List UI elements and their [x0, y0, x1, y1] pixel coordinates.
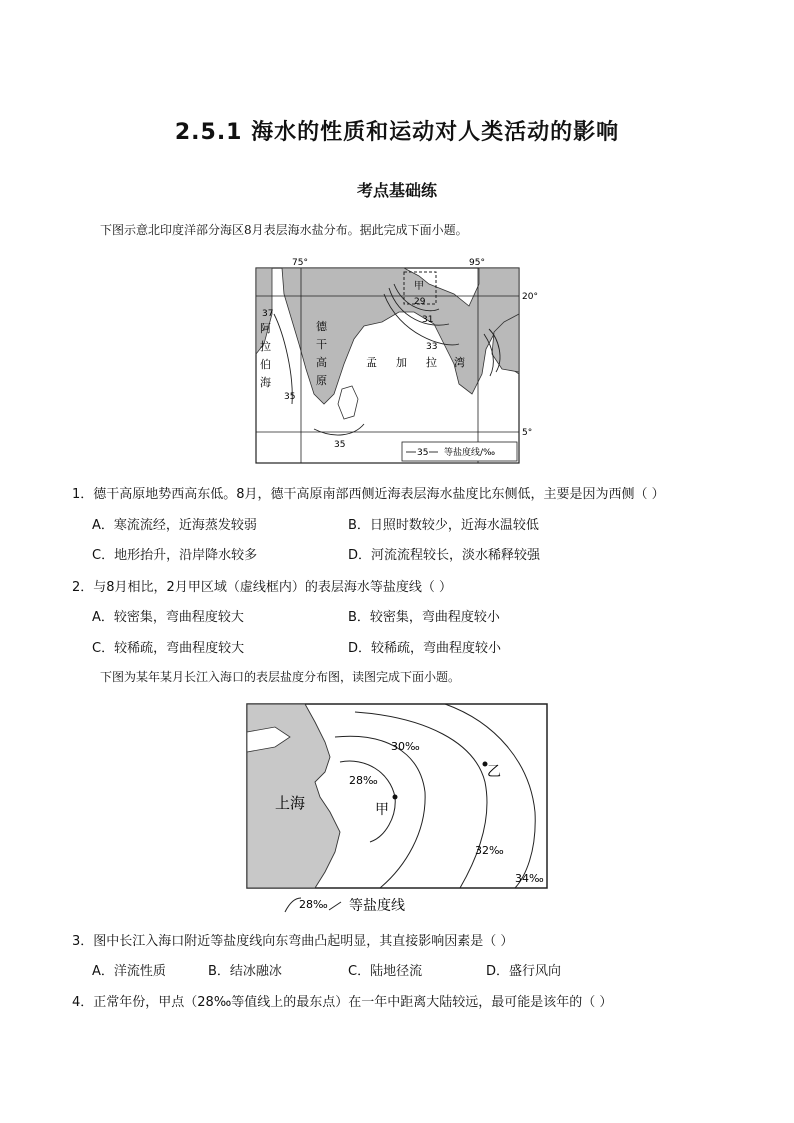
question-3-option-c[interactable]: C．陆地径流	[348, 964, 423, 979]
question-2-option-b[interactable]: B．较密集，弯曲程度较小	[348, 610, 500, 625]
question-3-option-b[interactable]: B．结冰融冰	[208, 964, 282, 979]
label-iso-35-west: 35	[284, 392, 296, 402]
question-3-stem: 3．图中长江入海口附近等盐度线向东弯曲凸起明显，其直接影响因素是（ ）	[72, 934, 514, 949]
point-jia-marker	[393, 795, 398, 800]
label-shanghai: 上海	[275, 794, 306, 812]
question-3-option-d[interactable]: D．盛行风向	[486, 964, 562, 979]
label-point-jia: 甲	[375, 802, 389, 818]
label-lat-20: 20°	[522, 292, 538, 302]
label-arabian-2: 拉	[260, 340, 271, 353]
label-bengal-1: 孟	[366, 356, 377, 369]
question-3-option-a[interactable]: A．洋流性质	[92, 964, 166, 979]
label-arabian-4: 海	[260, 376, 271, 389]
question-1-option-b[interactable]: B．日照时数较少，近海水温较低	[348, 518, 539, 533]
page-title: 2.5.1 海水的性质和运动对人类活动的影响	[174, 120, 620, 145]
label-iso-34: 34‰	[515, 872, 544, 885]
label-bengal-4: 湾	[454, 356, 465, 369]
label-deccan-3: 高	[316, 356, 327, 369]
label-bengal-3: 拉	[426, 356, 437, 369]
label-iso-32: 32‰	[475, 844, 504, 857]
legend-value-35: 35	[417, 448, 429, 458]
label-iso-29: 29	[414, 297, 426, 307]
label-lon-95: 95°	[469, 258, 485, 268]
label-lon-75: 75°	[292, 258, 308, 268]
salinity-map-yangtze-estuary	[245, 702, 550, 914]
label-zone-jia: 甲	[414, 281, 424, 292]
salinity-map-north-indian-ocean	[254, 254, 544, 466]
question-1-option-d[interactable]: D．河流流程较长，淡水稀释较强	[348, 548, 541, 563]
label-bengal-2: 加	[396, 356, 407, 369]
label-iso-30: 30‰	[391, 740, 420, 753]
label-iso-35-south: 35	[334, 440, 346, 450]
legend-value-28: 28‰	[299, 898, 328, 911]
label-iso-33: 33	[426, 342, 438, 352]
intro-text-1: 下图示意北印度洋部分海区8月表层海水盐分布。据此完成下面小题。	[100, 223, 468, 237]
intro-text-2: 下图为某年某月长江入海口的表层盐度分布图，读图完成下面小题。	[100, 670, 461, 684]
question-2-option-c[interactable]: C．较稀疏，弯曲程度较大	[92, 641, 245, 656]
question-2-option-a[interactable]: A．较密集，弯曲程度较大	[92, 610, 244, 625]
label-iso-28: 28‰	[349, 774, 378, 787]
question-2-option-d[interactable]: D．较稀疏，弯曲程度较小	[348, 641, 502, 656]
label-deccan-1: 德	[316, 320, 327, 333]
question-1-option-a[interactable]: A．寒流流经，近海蒸发较弱	[92, 518, 257, 533]
question-2-stem: 2．与8月相比，2月甲区域（虚线框内）的表层海水等盐度线（ ）	[72, 580, 452, 595]
label-iso-31: 31	[422, 315, 434, 325]
label-deccan-4: 原	[316, 374, 327, 387]
legend-text-map2: 等盐度线	[349, 898, 405, 914]
question-4-stem: 4．正常年份，甲点（28‰等值线上的最东点）在一年中距离大陆较远，最可能是该年的（ ）	[72, 995, 613, 1010]
legend-text-map1: 等盐度线/‰	[444, 448, 496, 458]
label-arabian-1: 阿	[260, 322, 271, 335]
label-arabian-3: 伯	[260, 358, 271, 371]
label-deccan-2: 干	[316, 338, 327, 351]
question-1-stem: 1．德干高原地势西高东低。8月，德干高原南部西侧近海表层海水盐度比东侧低，主要是因为西侧（ ）	[72, 487, 665, 502]
section-subtitle: 考点基础练	[356, 181, 437, 200]
label-point-yi: 乙	[487, 764, 501, 780]
question-1-option-c[interactable]: C．地形抬升，沿岸降水较多	[92, 548, 258, 563]
label-lat-5: 5°	[522, 428, 533, 438]
label-iso-37: 37	[262, 309, 274, 319]
